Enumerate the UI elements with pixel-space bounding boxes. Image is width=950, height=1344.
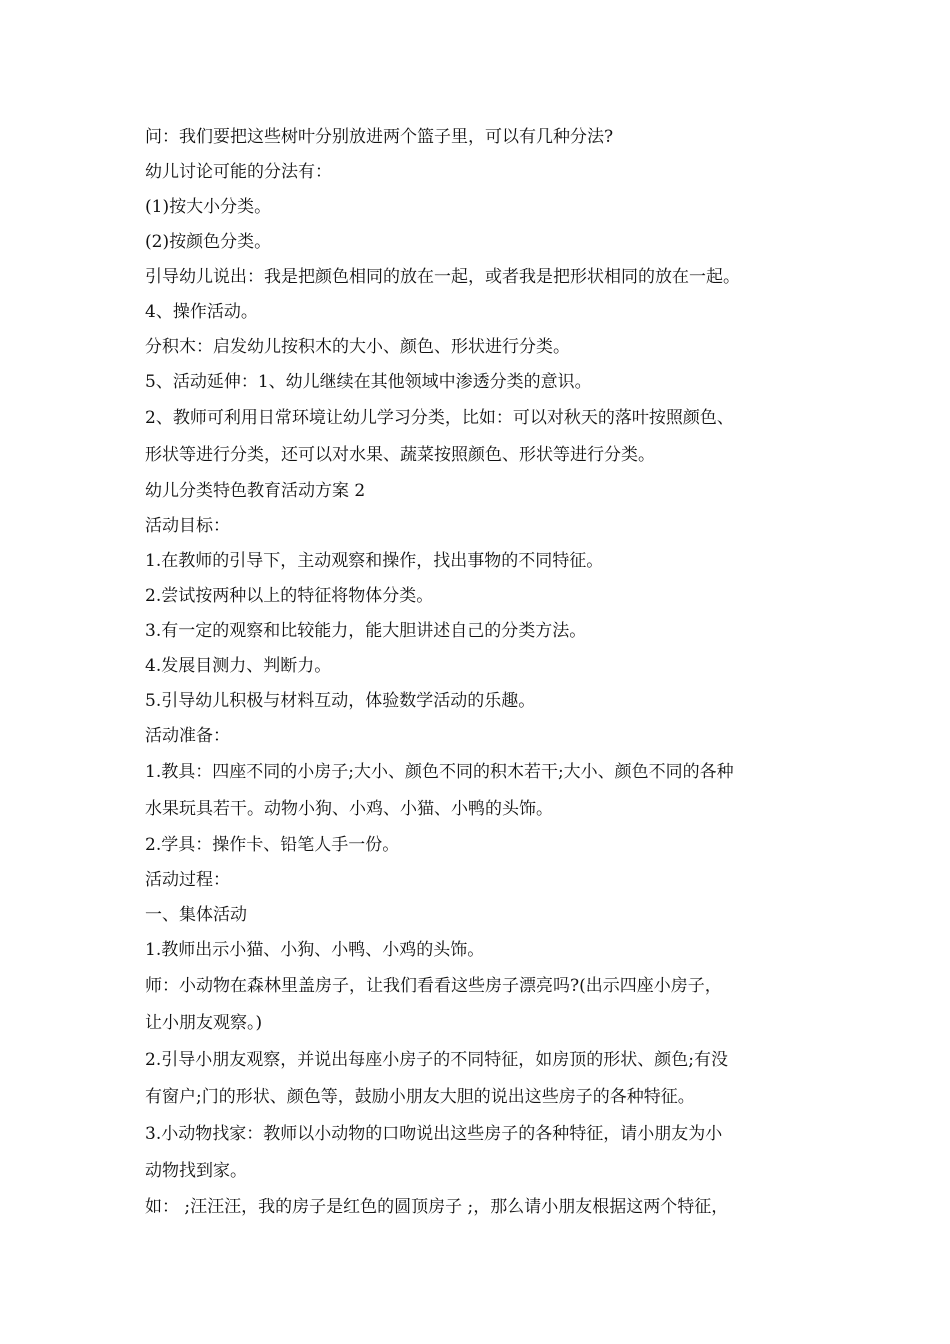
heading-activity-preparation: 活动准备： [145,726,230,746]
goal-item-2: 2.尝试按两种以上的特征将物体分类。 [145,586,434,606]
process-teacher-line: 师：小动物在森林里盖房子，让我们看看这些房子漂亮吗?(出示四座小房子， [145,976,722,996]
paragraph-question-leaves: 问：我们要把这些树叶分别放进两个篮子里，可以有几种分法? [145,127,614,147]
process-teacher-line-cont: 让小朋友观察。) [145,1013,263,1033]
preparation-teaching-aids: 1.教具：四座不同的小房子;大小、颜色不同的积木若干;大小、颜色不同的各种 [145,762,734,782]
process-step-3-cont: 动物找到家。 [145,1161,247,1181]
paragraph-daily-environment: 2、教师可利用日常环境让幼儿学习分类，比如：可以对秋天的落叶按照颜色、 [145,408,734,428]
paragraph-by-size: (1)按大小分类。 [145,197,272,217]
process-step-1: 1.教师出示小猫、小狗、小鸭、小鸡的头饰。 [145,940,485,960]
paragraph-daily-environment-cont: 形状等进行分类，还可以对水果、蔬菜按照颜色、形状等进行分类。 [145,445,655,465]
preparation-teaching-aids-cont: 水果玩具若干。动物小狗、小鸡、小猫、小鸭的头饰。 [145,799,553,819]
process-example: 如： ;汪汪汪，我的房子是红色的圆顶房子 ;，那么请小朋友根据这两个特征， [145,1197,729,1217]
goal-item-1: 1.在教师的引导下，主动观察和操作，找出事物的不同特征。 [145,551,604,571]
process-step-2-cont: 有窗户;门的形状、颜色等，鼓励小朋友大胆的说出这些房子的各种特征。 [145,1087,695,1107]
goal-item-5: 5.引导幼儿积极与材料互动，体验数学活动的乐趣。 [145,691,536,711]
paragraph-operation-activity: 4、操作活动。 [145,302,258,322]
process-step-2: 2.引导小朋友观察，并说出每座小房子的不同特征，如房顶的形状、颜色;有没 [145,1050,728,1070]
heading-activity-process: 活动过程： [145,870,230,890]
section-title-plan-2: 幼儿分类特色教育活动方案 2 [145,481,366,501]
heading-group-activity: 一、集体活动 [145,905,247,925]
goal-item-4: 4.发展目测力、判断力。 [145,656,332,676]
heading-activity-goals: 活动目标： [145,516,230,536]
process-step-3: 3.小动物找家：教师以小动物的口吻说出这些房子的各种特征，请小朋友为小 [145,1124,723,1144]
paragraph-activity-extension: 5、活动延伸：1、幼儿继续在其他领域中渗透分类的意识。 [145,372,592,392]
paragraph-by-color: (2)按颜色分类。 [145,232,272,252]
paragraph-guide-children: 引导幼儿说出：我是把颜色相同的放在一起，或者我是把形状相同的放在一起。 [145,267,740,287]
paragraph-sort-blocks: 分积木：启发幼儿按积木的大小、颜色、形状进行分类。 [145,337,570,357]
goal-item-3: 3.有一定的观察和比较能力，能大胆讲述自己的分类方法。 [145,621,587,641]
preparation-learning-tools: 2.学具：操作卡、铅笔人手一份。 [145,835,400,855]
document-body [145,120,815,1225]
paragraph-discussion: 幼儿讨论可能的分法有： [145,162,332,182]
